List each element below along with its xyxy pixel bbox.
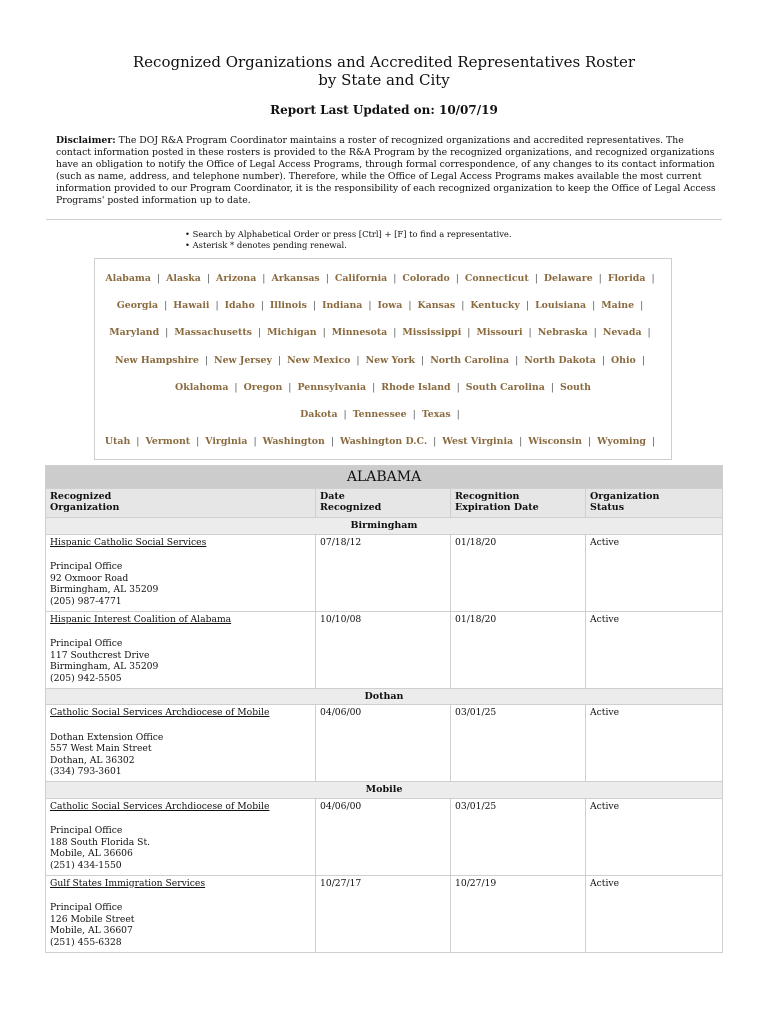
state-link-delaware[interactable]: Delaware (543, 273, 593, 284)
state-separator: | (260, 300, 264, 312)
state-link-washington[interactable]: Washington (262, 436, 325, 448)
state-separator: | (204, 354, 209, 366)
state-link-minnesota[interactable]: Minnesota (331, 327, 388, 339)
state-link-louisiana[interactable]: Louisiana (535, 300, 587, 312)
state-link-mississippi[interactable]: Mississippi (402, 327, 462, 339)
state-link-california[interactable]: California (334, 273, 388, 284)
state-link-missouri[interactable]: Missouri (476, 327, 523, 339)
organization-name-link[interactable]: Hispanic Interest Coalition of Alabama (50, 613, 232, 625)
state-separator: | (393, 273, 397, 284)
state-separator: | (647, 327, 651, 339)
state-link-new-jersey[interactable]: New Jersey (214, 354, 272, 366)
disclaimer-label: Disclaimer: (56, 135, 116, 146)
roster-table (45, 465, 723, 953)
state-separator: | (412, 409, 416, 421)
city-state-zip: Mobile, AL 36607 (50, 925, 133, 936)
state-link-tennessee[interactable]: Tennessee (352, 409, 407, 421)
disclaimer (56, 135, 720, 207)
city-state-zip: Dothan, AL 36302 (50, 754, 135, 766)
state-separator: | (519, 436, 523, 448)
organization-name-link[interactable]: Hispanic Catholic Social Services (50, 536, 207, 548)
state-link-arizona[interactable]: Arizona (216, 273, 257, 284)
organization-status: Active (586, 534, 723, 611)
street-address: 126 Mobile Street (50, 913, 135, 925)
state-link-south-dakota[interactable]: South Dakota (300, 381, 591, 421)
phone-number: (251) 434-1550 (50, 859, 122, 871)
state-separator: | (601, 354, 605, 366)
phone-number: (205) 942-5505 (50, 672, 122, 684)
state-separator: | (343, 409, 347, 421)
organization-status: Active (586, 705, 723, 782)
expiration-date: 03/01/25 (451, 705, 586, 782)
state-link-maine[interactable]: Maine (601, 300, 635, 312)
date-recognized: 04/06/00 (316, 798, 451, 875)
disclaimer-text: The DOJ R&A Program Coordinator maintains a roster of recognized organizations and accredited representatives. The contact information posted in these rosters is provided to the R&A Program by the recognized organizations, and recognized organizations have an obligation to notify the Office of Legal Access Programs, through formal correspondence, of any changes to its contact information (such as name, address, and telephone number). Therefore, while the Office of Legal Access Programs makes available the most current information provided to our Program Coordinator, it is the responsibility of each recognized organization to keep the Office of Legal Access Programs' posted information up to date. (56, 135, 716, 206)
phone-number: (205) 987-4771 (50, 595, 122, 607)
state-link-iowa[interactable]: Iowa (377, 300, 403, 312)
state-separator: | (534, 273, 538, 284)
state-link-connecticut[interactable]: Connecticut (464, 273, 529, 284)
state-link-alabama[interactable]: Alabama (105, 273, 151, 284)
state-separator: | (593, 327, 597, 339)
state-separator: | (253, 436, 257, 448)
state-link-colorado[interactable]: Colorado (402, 273, 450, 284)
state-link-michigan[interactable]: Michigan (267, 327, 317, 339)
title-line-1: Recognized Organizations and Accredited Representatives Roster (132, 53, 636, 71)
state-separator: | (196, 436, 200, 448)
organization-status: Active (586, 611, 723, 688)
organization-cell (46, 611, 316, 688)
organization-cell (46, 534, 316, 611)
state-link-west-virginia[interactable]: West Virginia (442, 436, 514, 448)
organization-status: Active (586, 798, 723, 875)
city-name: Mobile (46, 782, 723, 799)
col-head-status: Organization Status (586, 489, 723, 518)
date-recognized: 10/10/08 (316, 611, 451, 688)
state-link-oklahoma[interactable]: Oklahoma (175, 381, 229, 393)
state-separator: | (136, 436, 140, 448)
state-link-wyoming[interactable]: Wyoming (597, 436, 646, 448)
state-separator: | (288, 381, 292, 393)
office-type: Principal Office (50, 825, 123, 836)
state-link-florida[interactable]: Florida (607, 273, 646, 284)
state-separator: | (234, 381, 238, 393)
state-heading: ALABAMA (46, 466, 723, 489)
city-row (46, 688, 723, 705)
street-address: 92 Oxmoor Road (50, 572, 129, 584)
state-link-virginia[interactable]: Virginia (205, 436, 248, 448)
state-separator: | (330, 436, 335, 448)
street-address: 557 West Main Street (50, 743, 152, 754)
state-separator: | (525, 300, 530, 312)
state-index (94, 258, 672, 460)
note-asterisk: • Asterisk * denotes pending renewal. (185, 240, 768, 251)
state-link-texas[interactable]: Texas (421, 409, 451, 421)
state-separator: | (550, 381, 554, 393)
date-recognized: 07/18/12 (316, 534, 451, 611)
phone-number: (334) 793-3601 (50, 766, 122, 777)
state-link-wisconsin[interactable]: Wisconsin (528, 436, 582, 448)
city-name: Dothan (46, 688, 723, 705)
state-separator: | (262, 273, 266, 284)
state-link-new-mexico[interactable]: New Mexico (287, 354, 351, 366)
state-separator: | (325, 273, 329, 284)
date-recognized: 04/06/00 (316, 705, 451, 782)
divider (46, 219, 722, 220)
state-link-oregon[interactable]: Oregon (243, 381, 283, 393)
table-row (46, 611, 723, 688)
city-state-zip: Birmingham, AL 35209 (50, 661, 159, 672)
state-link-massachusetts[interactable]: Massachusetts (174, 327, 252, 339)
state-link-new-hampshire[interactable]: New Hampshire (115, 354, 199, 366)
state-separator: | (356, 354, 360, 366)
expiration-date: 01/18/20 (451, 611, 586, 688)
office-type: Principal Office (50, 638, 123, 649)
expiration-date: 03/01/25 (451, 798, 586, 875)
state-separator: | (372, 381, 376, 393)
state-link-north-carolina[interactable]: North Carolina (430, 354, 510, 366)
col-head-date-recognized: Date Recognized (316, 489, 451, 518)
city-state-zip: Mobile, AL 36606 (50, 848, 133, 859)
state-separator: | (312, 300, 317, 312)
state-separator: | (598, 273, 602, 284)
state-link-maryland[interactable]: Maryland (109, 327, 160, 339)
state-separator: | (156, 273, 161, 284)
state-link-north-dakota[interactable]: North Dakota (524, 354, 596, 366)
table-row (46, 798, 723, 875)
search-notes (185, 229, 768, 251)
phone-number: (251) 455-6328 (50, 936, 122, 948)
state-link-vermont[interactable]: Vermont (145, 436, 191, 448)
state-separator: | (408, 300, 412, 312)
state-separator: | (467, 327, 471, 339)
state-separator: | (456, 409, 460, 421)
state-separator: | (640, 300, 644, 312)
state-link-illinois[interactable]: Illinois (269, 300, 307, 312)
title-line-2: by State and City (318, 71, 450, 89)
state-separator: | (592, 300, 596, 312)
state-link-hawaii[interactable]: Hawaii (173, 300, 210, 312)
state-separator: | (528, 327, 532, 339)
city-name: Birmingham (46, 518, 723, 535)
state-link-indiana[interactable]: Indiana (322, 300, 363, 312)
state-separator: | (587, 436, 592, 448)
state-separator: | (206, 273, 211, 284)
state-separator: | (456, 381, 460, 393)
office-type: Principal Office (50, 902, 123, 913)
organization-name-link[interactable]: Gulf States Immigration Services (50, 877, 206, 889)
state-separator: | (393, 327, 397, 339)
state-separator: | (515, 354, 519, 366)
street-address: 188 South Florida St. (50, 836, 151, 848)
table-row (46, 534, 723, 611)
col-head-organization: Recognized Organization (46, 489, 316, 518)
state-link-nevada[interactable]: Nevada (602, 327, 642, 339)
office-type: Dothan Extension Office (50, 731, 164, 743)
state-link-georgia[interactable]: Georgia (116, 300, 159, 312)
state-link-new-york[interactable]: New York (365, 354, 416, 366)
organization-name-link[interactable]: Catholic Social Services Archdiocese of Mobile (50, 707, 270, 718)
state-separator: | (165, 327, 169, 339)
state-link-kentucky[interactable]: Kentucky (470, 300, 520, 312)
street-address: 117 Southcrest Drive (50, 649, 150, 661)
organization-cell (46, 705, 316, 782)
city-row (46, 518, 723, 535)
state-separator: | (433, 436, 437, 448)
state-separator: | (368, 300, 372, 312)
state-separator: | (651, 436, 656, 448)
state-link-washington-d-c[interactable]: Washington D.C. (340, 436, 428, 448)
office-type: Principal Office (50, 561, 123, 572)
report-updated-date: Report Last Updated on: 10/07/19 (270, 103, 498, 117)
table-row (46, 705, 723, 782)
state-link-pennsylvania[interactable]: Pennsylvania (297, 381, 367, 393)
organization-status: Active (586, 875, 723, 952)
state-separator: | (461, 300, 465, 312)
state-separator: | (455, 273, 459, 284)
state-link-alaska[interactable]: Alaska (166, 273, 201, 284)
table-row (46, 875, 723, 952)
organization-cell (46, 875, 316, 952)
state-link-rhode-island[interactable]: Rhode Island (381, 381, 451, 393)
expiration-date: 01/18/20 (451, 534, 586, 611)
state-separator: | (322, 327, 326, 339)
state-separator: | (277, 354, 282, 366)
state-link-arkansas[interactable]: Arkansas (271, 273, 320, 284)
state-link-south-carolina[interactable]: South Carolina (465, 381, 545, 393)
state-separator: | (215, 300, 219, 312)
expiration-date: 10/27/19 (451, 875, 586, 952)
note-search: • Search by Alphabetical Order or press [Ctrl] + [F] to find a representative. (185, 229, 768, 240)
state-link-kansas[interactable]: Kansas (417, 300, 456, 312)
organization-name-link[interactable]: Catholic Social Services Archdiocese of Mobile (50, 800, 270, 812)
page-title (0, 0, 768, 89)
col-head-expiration: Recognition Expiration Date (451, 489, 586, 518)
state-link-ohio[interactable]: Ohio (611, 354, 636, 366)
organization-cell (46, 798, 316, 875)
city-row (46, 782, 723, 799)
state-link-utah[interactable]: Utah (104, 436, 131, 448)
state-separator: | (257, 327, 262, 339)
state-separator: | (421, 354, 425, 366)
state-link-nebraska[interactable]: Nebraska (537, 327, 588, 339)
city-state-zip: Birmingham, AL 35209 (50, 584, 159, 595)
date-recognized: 10/27/17 (316, 875, 451, 952)
state-separator: | (641, 354, 645, 366)
state-link-idaho[interactable]: Idaho (224, 300, 255, 312)
state-separator: | (651, 273, 655, 284)
state-separator: | (164, 300, 168, 312)
